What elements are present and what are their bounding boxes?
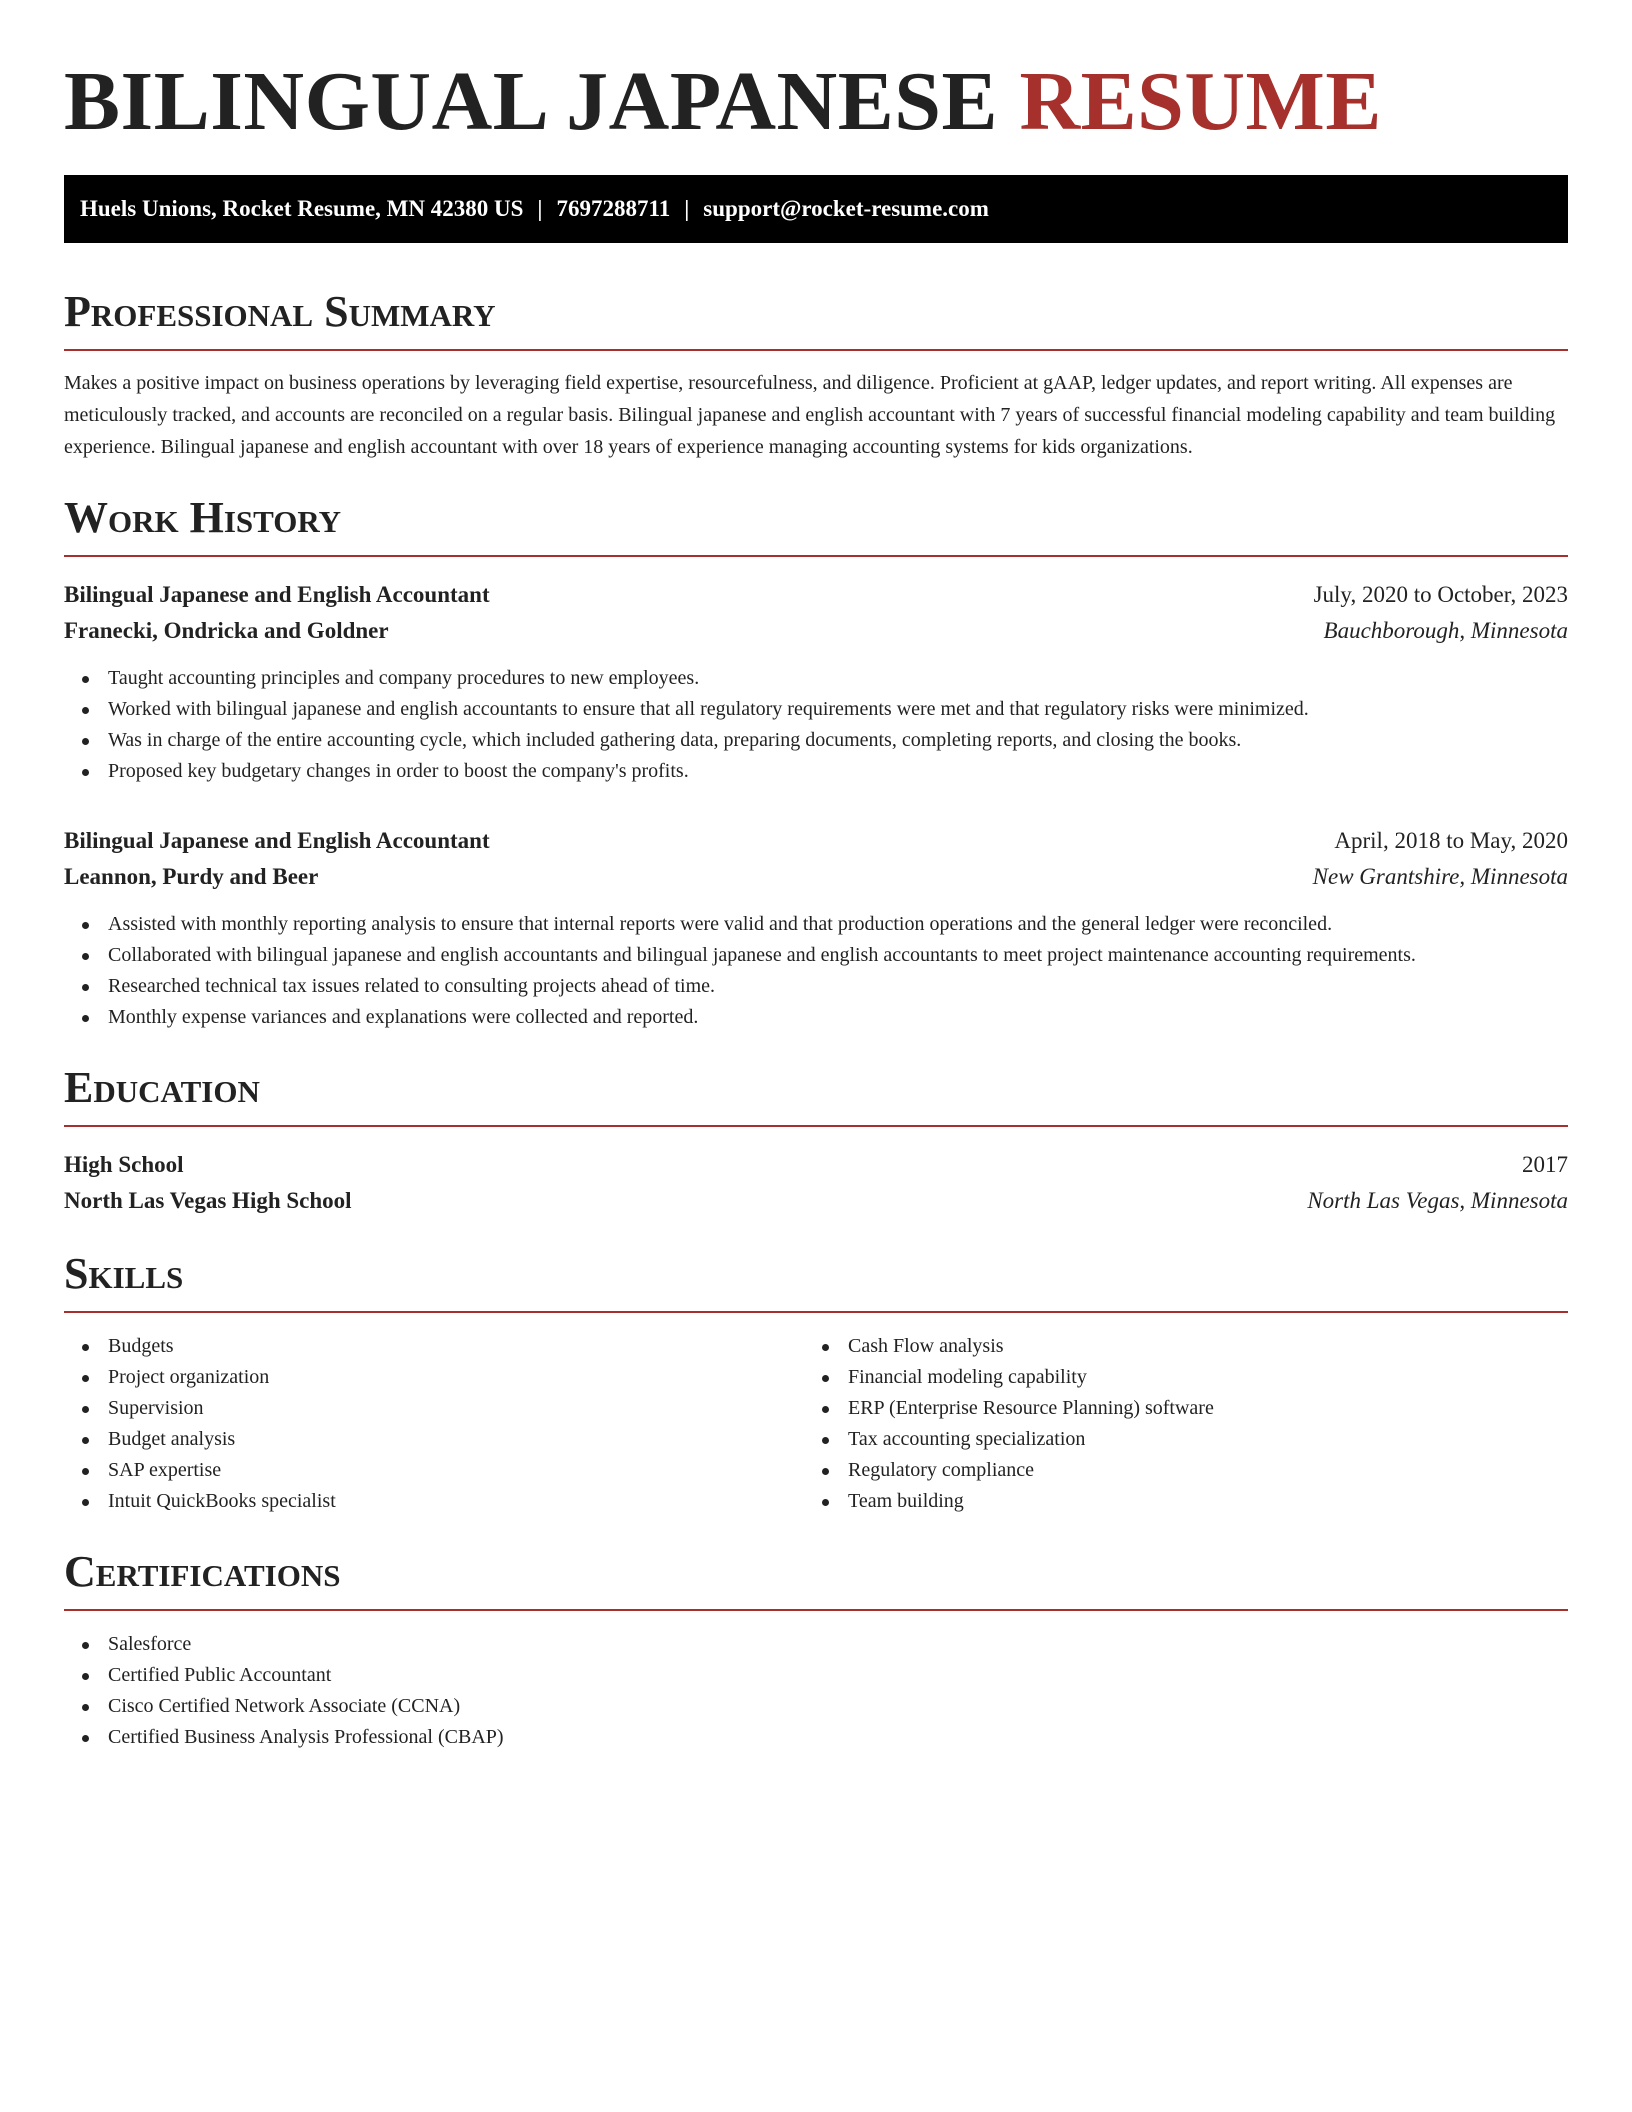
job-title: Bilingual Japanese and English Accountant: [64, 828, 490, 853]
contact-phone[interactable]: 7697288711: [556, 196, 671, 221]
certification-item: Cisco Certified Network Associate (CCNA): [80, 1691, 1568, 1722]
education-school-row: [64, 1183, 1568, 1219]
skill-item: Tax accounting specialization: [820, 1424, 1544, 1455]
job-bullet: Monthly expense variances and explanations were collected and reported.: [80, 1002, 1568, 1033]
job-bullet: Proposed key budgetary changes in order to boost the company's profits.: [80, 756, 1568, 787]
education-degree-row: [64, 1147, 1568, 1183]
skill-item: Intuit QuickBooks specialist: [80, 1486, 804, 1517]
section-heading-work-history: Work History: [64, 493, 1568, 557]
education-school: North Las Vegas High School: [64, 1188, 352, 1213]
education-entry: [64, 1147, 1568, 1219]
skill-item: Regulatory compliance: [820, 1455, 1544, 1486]
skill-item: Budgets: [80, 1331, 804, 1362]
skill-item: Team building: [820, 1486, 1544, 1517]
job-company-row: [64, 613, 1568, 649]
job-dates: July, 2020 to October, 2023: [1313, 582, 1568, 607]
job-bullets: [64, 663, 1568, 787]
contact-address: Huels Unions, Rocket Resume, MN 42380 US: [80, 196, 524, 221]
skill-item: Financial modeling capability: [820, 1362, 1544, 1393]
job-bullet: Was in charge of the entire accounting cycle, which included gathering data, preparing documents, completing reports, and closing the books.: [80, 725, 1568, 756]
summary-text: Makes a positive impact on business operations by leveraging field expertise, resourcefulness, and diligence. Proficient at gAAP, ledger updates, and report writing. All expenses are meticulously tracked, and accounts are reconciled on a regular basis. Bilingual japanese and english accountant with 7 years of successful financial modeling capability and team building experience. Bilingual japanese and english accountant with over 18 years of experience managing accounting systems for kids organizations.: [64, 372, 1556, 458]
work-history-section: [64, 493, 1568, 1033]
job-entry: [64, 823, 1568, 1033]
skill-item: Budget analysis: [80, 1424, 804, 1455]
job-company-row: [64, 859, 1568, 895]
job-bullet: Taught accounting principles and company procedures to new employees.: [80, 663, 1568, 694]
education-year: 2017: [1522, 1152, 1568, 1177]
job-title-row: [64, 577, 1568, 613]
job-location: New Grantshire, Minnesota: [1312, 864, 1568, 889]
certifications-list: [64, 1629, 1568, 1753]
title-main: BILINGUAL JAPANESE: [64, 55, 998, 148]
contact-bar: [64, 175, 1568, 243]
skills-list-left: [64, 1331, 804, 1517]
job-company: Leannon, Purdy and Beer: [64, 864, 319, 889]
job-company: Franecki, Ondricka and Goldner: [64, 618, 389, 643]
skill-item: Project organization: [80, 1362, 804, 1393]
education-degree: High School: [64, 1152, 184, 1177]
job-location: Bauchborough, Minnesota: [1323, 618, 1568, 643]
skill-item: SAP expertise: [80, 1455, 804, 1486]
section-heading-skills: Skills: [64, 1249, 1568, 1313]
skill-item: Supervision: [80, 1393, 804, 1424]
job-entry: [64, 577, 1568, 787]
job-title-row: [64, 823, 1568, 859]
certification-item: Salesforce: [80, 1629, 1568, 1660]
job-bullet: Researched technical tax issues related to consulting projects ahead of time.: [80, 971, 1568, 1002]
section-heading-summary: Professional Summary: [64, 287, 1568, 351]
certification-item: Certified Public Accountant: [80, 1660, 1568, 1691]
summary-section: [64, 287, 1568, 463]
job-bullet: Assisted with monthly reporting analysis to ensure that internal reports were valid and that production operations and the general ledger were reconciled.: [80, 909, 1568, 940]
skill-item: Cash Flow analysis: [820, 1331, 1544, 1362]
skills-list-right: [804, 1331, 1544, 1517]
job-bullet: Collaborated with bilingual japanese and english accountants and bilingual japanese and english accountants to meet project maintenance accounting requirements.: [80, 940, 1568, 971]
education-section: [64, 1063, 1568, 1219]
job-title: Bilingual Japanese and English Accountant: [64, 582, 490, 607]
resume-title: [64, 52, 1568, 152]
education-location: North Las Vegas, Minnesota: [1307, 1188, 1568, 1213]
contact-separator: |: [537, 196, 543, 221]
contact-separator: |: [684, 196, 690, 221]
section-heading-education: Education: [64, 1063, 1568, 1127]
skill-item: ERP (Enterprise Resource Planning) software: [820, 1393, 1544, 1424]
skills-columns: [64, 1331, 1568, 1517]
job-bullet: Worked with bilingual japanese and english accountants to ensure that all regulatory requirements were met and that regulatory risks were minimized.: [80, 694, 1568, 725]
job-dates: April, 2018 to May, 2020: [1334, 828, 1568, 853]
skills-section: [64, 1249, 1568, 1517]
title-accent: RESUME: [1019, 55, 1382, 148]
certifications-section: [64, 1547, 1568, 1753]
contact-email[interactable]: support@rocket-resume.com: [703, 196, 989, 221]
certification-item: Certified Business Analysis Professional (CBAP): [80, 1722, 1568, 1753]
job-bullets: [64, 909, 1568, 1033]
section-heading-certifications: Certifications: [64, 1547, 1568, 1611]
